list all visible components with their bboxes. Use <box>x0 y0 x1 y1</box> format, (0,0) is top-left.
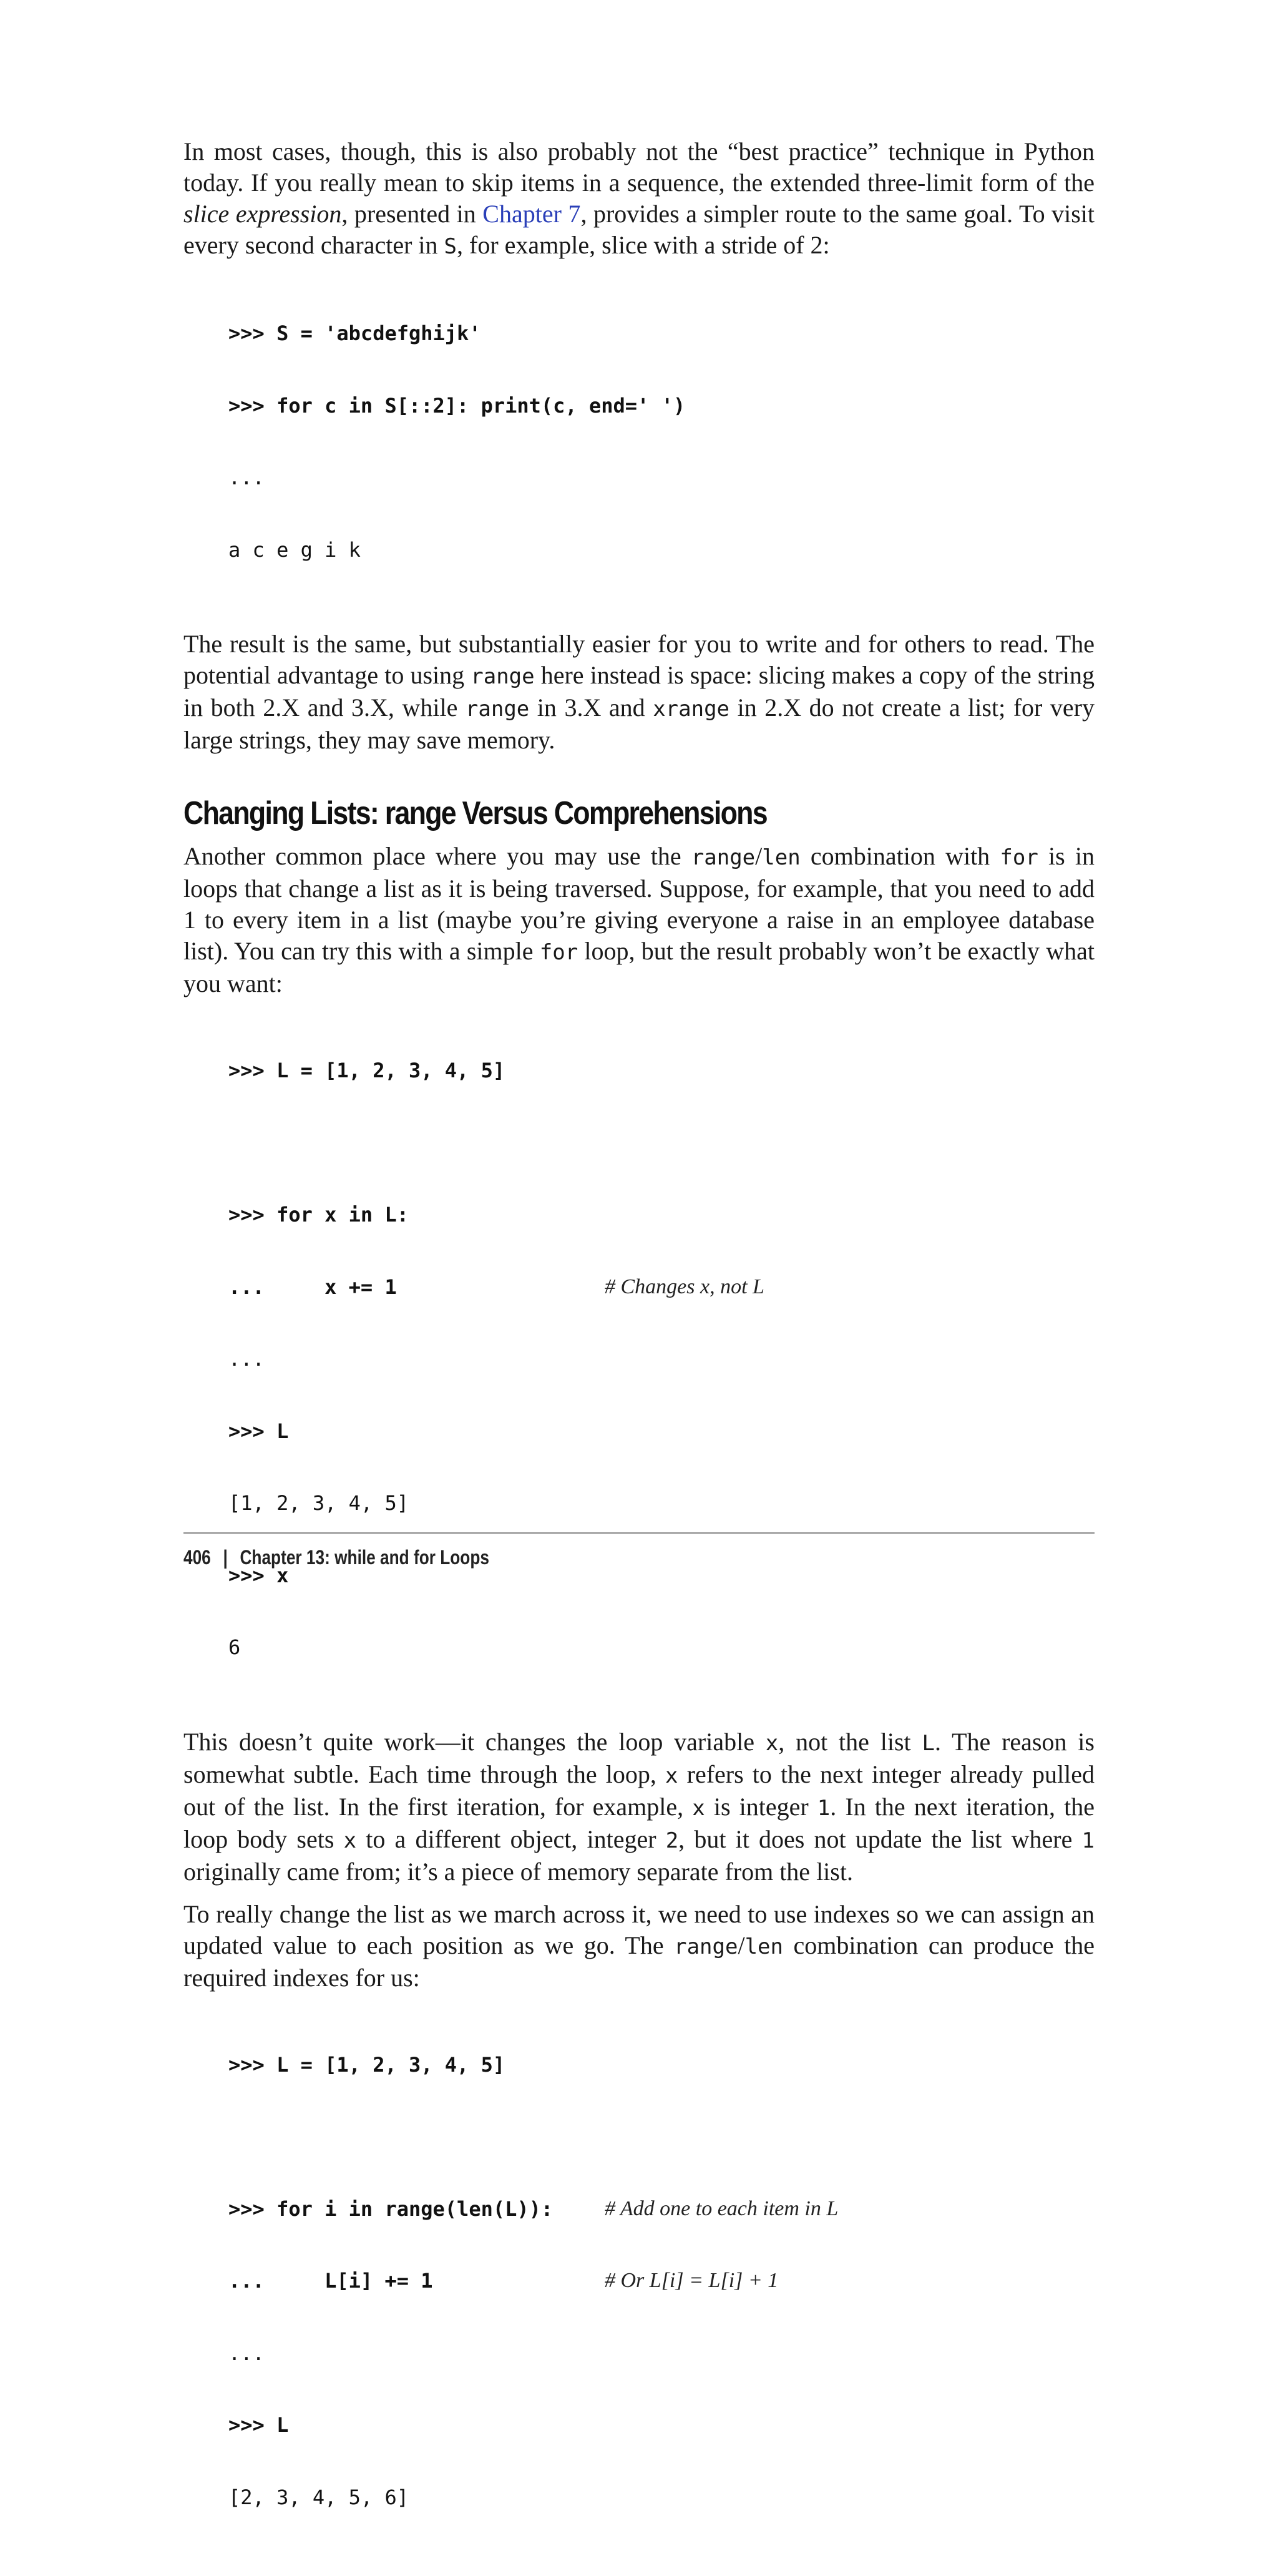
footer-text <box>183 1546 489 1569</box>
code-line: ... <box>228 2341 265 2365</box>
page-body <box>183 136 1095 2576</box>
inline-code: 1 <box>1081 1828 1095 1853</box>
code-line: >>> x <box>228 1563 289 1587</box>
code-text: >>> for i in range(len(L)): <box>228 2196 554 2221</box>
inline-code: len <box>744 1934 783 1959</box>
inline-code: len <box>762 845 801 870</box>
inline-code: xrange <box>653 697 730 722</box>
text: . In the next iteration, the loop body sets <box>183 1792 1095 1853</box>
text: loop, but the result probably won’t be exactly what you want: <box>183 937 1095 997</box>
text: , presented in <box>341 200 483 228</box>
code-line: >>> for c in S[::2]: print(c, end=' ') <box>228 393 686 418</box>
text: / <box>755 842 763 870</box>
code-block-slice <box>228 273 1095 610</box>
text: The result is the same, but substantially easier for you to write and for others to read. The potential advantage to using <box>183 630 1095 689</box>
text: This doesn’t quite work—it changes the loop variable <box>183 1727 766 1756</box>
page-number: 406 <box>183 1546 211 1569</box>
code-line: >>> L <box>228 1419 289 1443</box>
text: is in loops that change a list as it is being traversed. Suppose, for example, that you need to add 1 to every item in a list (maybe you’re giving everyone a raise in an employee database list). You can try this with a simple <box>183 842 1095 965</box>
inline-code: for <box>1000 845 1038 870</box>
text: In most cases, though, this is also probably not the “best practice” technique in Python today. If you really mean to skip items in a sequence, the extended three-limit form of the <box>183 137 1095 197</box>
code-line <box>228 2269 1095 2293</box>
code-line-blank <box>228 2125 1095 2149</box>
inline-code: for <box>539 940 578 965</box>
code-comment: # Changes x, not L <box>605 1275 764 1298</box>
code-output: [2, 3, 4, 5, 6] <box>228 2485 409 2509</box>
code-line: ... <box>228 1347 265 1371</box>
code-line: >>> L = [1, 2, 3, 4, 5] <box>228 1059 505 1082</box>
code-line: >>> for x in L: <box>228 1203 409 1227</box>
code-line-blank <box>228 1131 1095 1155</box>
code-line: ... <box>228 466 265 489</box>
text: Another common place where you may use the <box>183 842 691 870</box>
code-line: >>> S = 'abcdefghijk' <box>228 321 481 345</box>
code-line <box>228 1275 1095 1300</box>
code-block-for-x <box>228 1011 1095 1708</box>
text: here instead is space: slicing makes a copy of the string in both 2.X and 3.X, while <box>183 661 1095 722</box>
inline-code: x <box>765 1730 779 1756</box>
emphasis: slice expression <box>183 200 342 228</box>
text: originally came from; it’s a piece of memory separate from the list. <box>183 1857 853 1886</box>
code-comment: # Add one to each item in L <box>605 2196 839 2220</box>
code-line: >>> L <box>228 2413 289 2437</box>
inline-code: x <box>343 1828 357 1853</box>
paragraph-best-practice <box>183 136 1095 262</box>
paragraph-explanation <box>183 1726 1095 1888</box>
code-text: ... x += 1 <box>228 1275 397 1299</box>
inline-code: L <box>922 1730 935 1756</box>
section-heading: Changing Lists: range Versus Comprehensions <box>183 795 767 831</box>
footer-separator: | <box>223 1546 228 1569</box>
text: / <box>738 1931 745 1959</box>
code-line <box>228 2197 1095 2221</box>
inline-code: S <box>444 234 457 259</box>
code-output: a c e g i k <box>228 537 361 562</box>
text: , but it does not update the list where <box>678 1824 1082 1853</box>
text: combination can produce the required indexes for us: <box>183 1931 1095 1992</box>
inline-code: x <box>692 1795 705 1821</box>
chapter-7-link[interactable]: Chapter 7 <box>482 200 581 228</box>
inline-code: range <box>691 845 756 870</box>
text: , not the list <box>778 1727 922 1756</box>
text: , provides a simpler route to the same goal. To visit every second character in <box>183 200 1095 259</box>
code-text: ... L[i] += 1 <box>228 2269 433 2293</box>
text: To really change the list as we march across it, we need to use indexes so we can assign an updated value to each position as we go. The <box>183 1899 1095 1959</box>
text: . The reason is somewhat subtle. Each time through the loop, <box>183 1727 1095 1788</box>
text: is integer <box>705 1792 817 1821</box>
text: refers to the next integer already pulled out of the list. In the first iteration, for example, <box>183 1760 1095 1821</box>
text: in 3.X and <box>529 693 653 722</box>
inline-code: 1 <box>817 1795 831 1821</box>
code-block-range-len <box>228 2005 1095 2558</box>
text: in 2.X do not create a list; for very large strings, they may save memory. <box>183 693 1095 754</box>
inline-code: range <box>471 664 535 689</box>
running-chapter-title: Chapter 13: while and for Loops <box>240 1546 489 1569</box>
inline-code: x <box>665 1763 678 1788</box>
inline-code: range <box>674 1934 738 1959</box>
paragraph-indexes <box>183 1899 1095 1994</box>
code-output: [1, 2, 3, 4, 5] <box>228 1491 409 1515</box>
paragraph-changing-lists <box>183 841 1095 999</box>
code-comment: # Or L[i] = L[i] + 1 <box>605 2269 779 2292</box>
text: to a different object, integer <box>356 1824 666 1853</box>
inline-code: 2 <box>665 1828 679 1853</box>
text: , for example, slice with a stride of 2: <box>457 231 830 259</box>
text: combination with <box>800 842 1000 870</box>
code-line: >>> L = [1, 2, 3, 4, 5] <box>228 2052 505 2077</box>
code-output: 6 <box>228 1635 241 1659</box>
page-footer <box>183 1532 1095 1569</box>
paragraph-result <box>183 629 1095 756</box>
inline-code: range <box>465 697 530 722</box>
